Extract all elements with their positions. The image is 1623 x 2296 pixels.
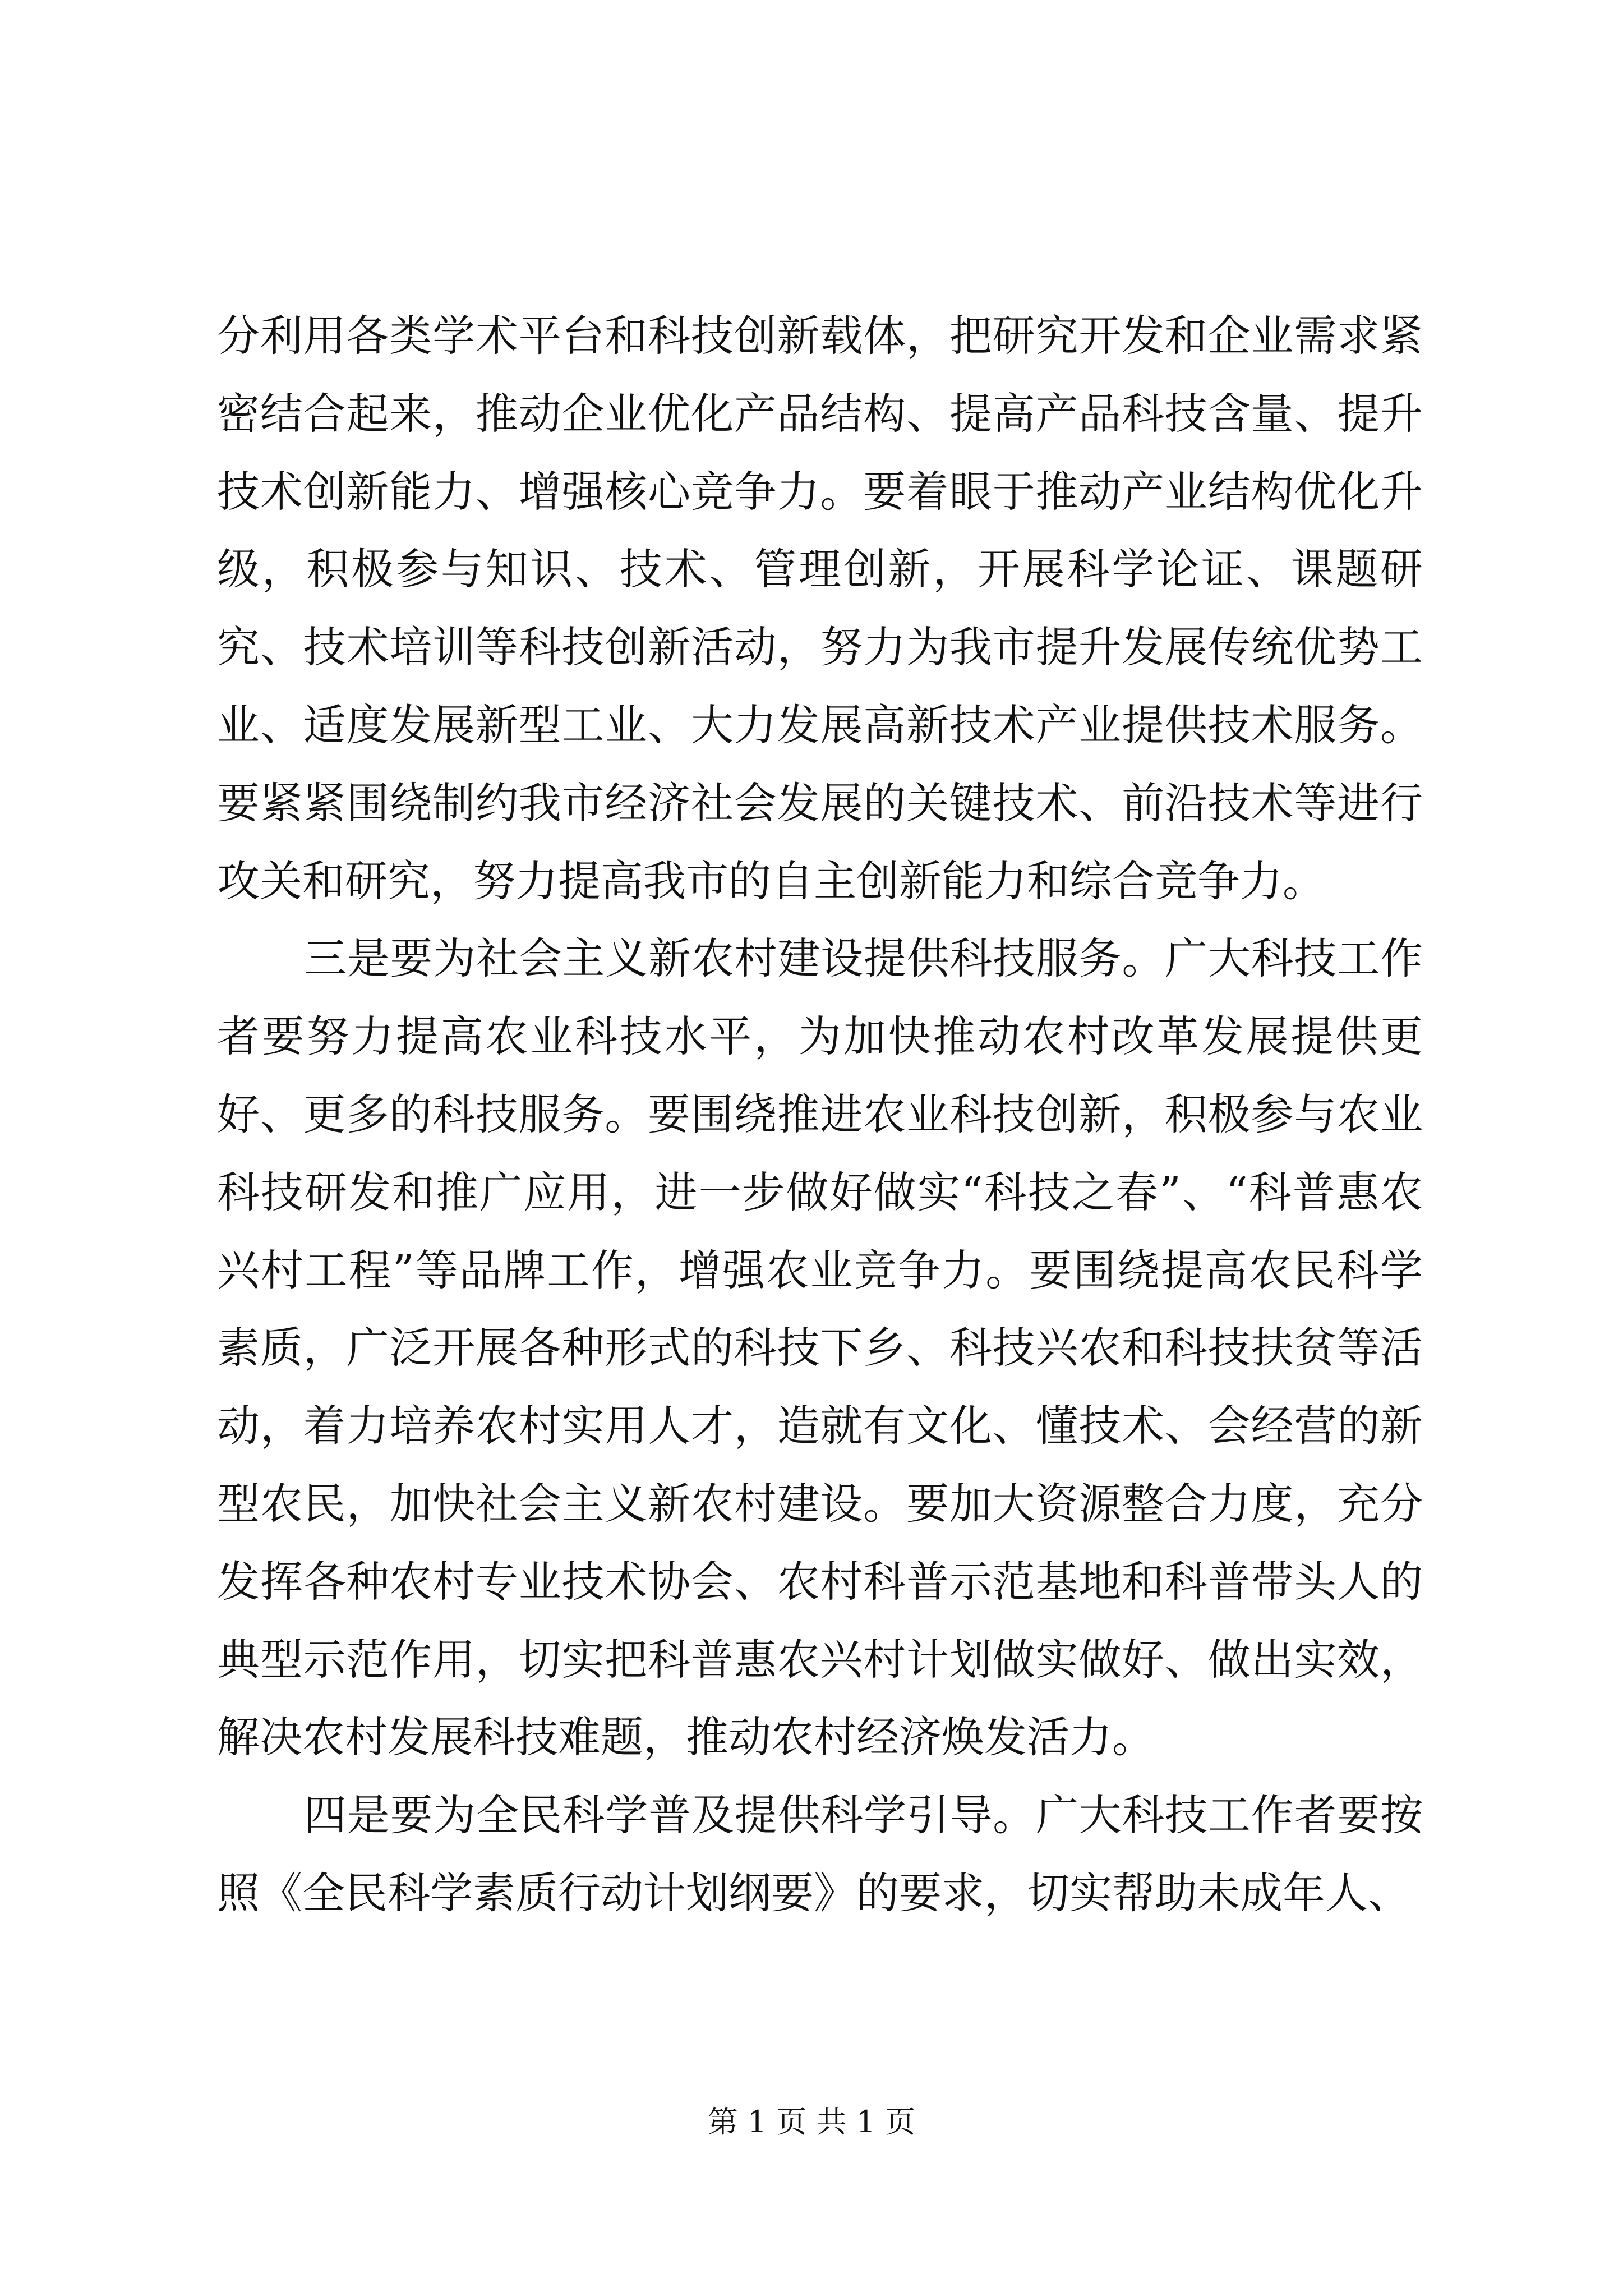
paragraph-science-popularization: 四是要为全民科学普及提供科学引导。广大科技工作者要按照《全民科学素质行动计划纲要》的要求，切实帮助未成年人、 [217,1790,1423,1918]
page-number-footer: 第 1 页 共 1 页 [707,2104,916,2139]
paragraph-continuation: 分利用各类学术平台和科技创新载体，把研究开发和企业需求紧密结合起来，推动企业优化产品结构、提高产品科技含量、提升技术创新能力、增强核心竞争力。要着眼于推动产业结构优化升级，积极参与知识、技术、管理创新，开展科学论证、课题研究、技术培训等科技创新活动，努力为我市提升发展传统优势工业、适度发展新型工业、大力发展高新技术产业提供技术服务。要紧紧围绕制约我市经济社会发展的关键技术、前沿技术等进行攻关和研究，努力提高我市的自主创新能力和综合竞争力。 [217,311,1423,906]
paragraph-rural-construction: 三是要为社会主义新农村建设提供科技服务。广大科技工作者要努力提高农业科技水平，为加快推动农村改革发展提供更好、更多的科技服务。要围绕推进农业科技创新，积极参与农业科技研发和推广应用，进一步做好做实“科技之春”、“科普惠农兴村工程”等品牌工作，增强农业竞争力。要围绕提高农民科学素质，广泛开展各种形式的科技下乡、科技兴农和科技扶贫等活动，着力培养农村实用人才，造就有文化、懂技术、会经营的新型农民，加快社会主义新农村建设。要加大资源整合力度，充分发挥各种农村专业技术协会、农村科普示范基地和科普带头人的典型示范作用，切实把科普惠农兴村计划做实做好、做出实效，解决农村发展科技难题，推动农村经济焕发活力。 [217,933,1423,1763]
document-body [217,297,1423,1932]
